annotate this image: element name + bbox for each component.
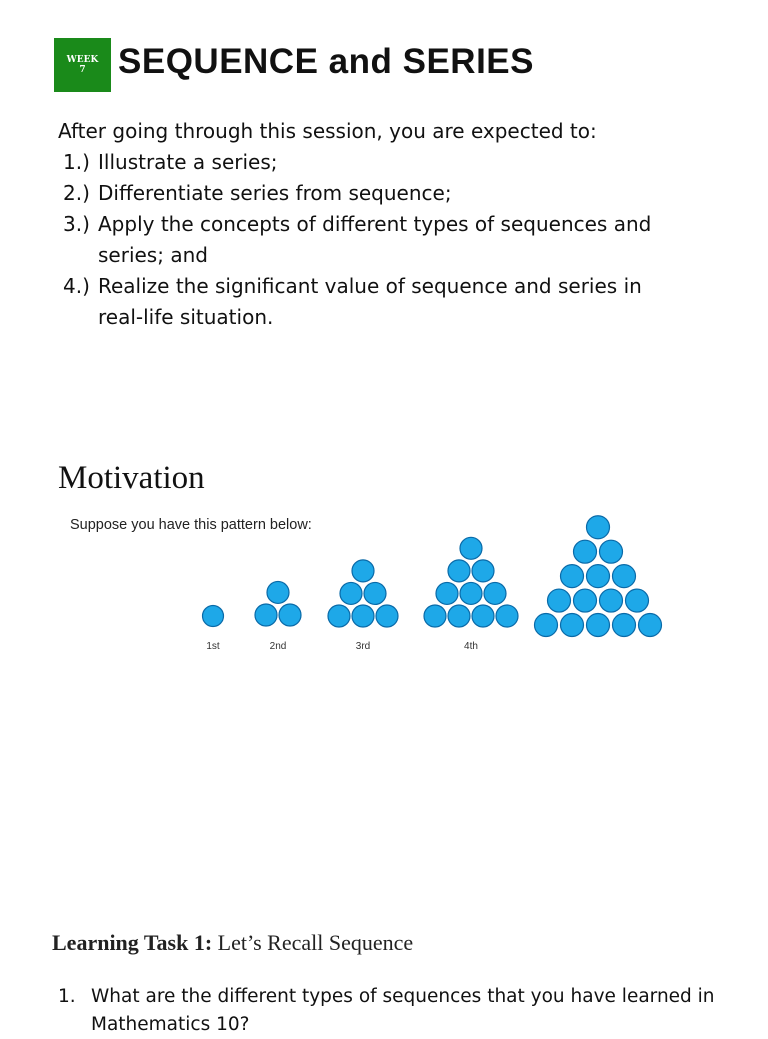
pattern-dot xyxy=(255,604,277,626)
pattern-3rd-figure xyxy=(328,560,398,652)
pattern-dot xyxy=(352,560,374,582)
pattern-dot xyxy=(448,605,470,627)
objective-text: Differentiate series from sequence; xyxy=(98,181,452,205)
pattern-dot xyxy=(352,605,374,627)
pattern-dot xyxy=(460,537,482,559)
pattern-2nd-figure xyxy=(255,581,301,652)
pattern-label: 1st xyxy=(206,641,220,652)
pattern-dot xyxy=(613,565,636,588)
pattern-label: 4th xyxy=(464,641,478,652)
pattern-dot xyxy=(587,565,610,588)
learning-task-title: Let’s Recall Sequence xyxy=(217,930,414,955)
learning-task-heading xyxy=(52,930,413,956)
pattern-dot xyxy=(472,605,494,627)
pattern-dot xyxy=(587,516,610,539)
objective-text-continued: real-life situation. xyxy=(98,305,274,329)
pattern-dot xyxy=(548,589,571,612)
learning-task-label: Learning Task 1: xyxy=(52,930,213,955)
pattern-dot xyxy=(561,614,584,637)
pattern-dot xyxy=(574,540,597,563)
question-text-continued: Mathematics 10? xyxy=(91,1014,250,1035)
objective-number: 4.) xyxy=(63,274,90,298)
motivation-heading: Motivation xyxy=(58,460,205,496)
pattern-dot xyxy=(203,606,224,627)
pattern-dot xyxy=(267,581,289,603)
objective-number: 3.) xyxy=(63,212,90,236)
week-badge-label: WEEK xyxy=(66,55,99,65)
pattern-label: 2nd xyxy=(269,641,287,652)
page-title: SEQUENCE and SERIES xyxy=(118,42,534,81)
pattern-dot xyxy=(561,565,584,588)
week-badge-number: 7 xyxy=(79,65,86,75)
objective-text: Realize the significant value of sequence and series in xyxy=(98,274,642,298)
pattern-dot xyxy=(436,582,458,604)
pattern-dot xyxy=(279,604,301,626)
pattern-dot xyxy=(364,582,386,604)
question-item xyxy=(58,983,758,1039)
question-number: 1. xyxy=(58,986,76,1007)
question-text: What are the different types of sequences that you have learned in xyxy=(91,986,715,1007)
pattern-dot xyxy=(340,582,362,604)
objective-text: Illustrate a series; xyxy=(98,150,278,174)
pattern-label: 3rd xyxy=(355,641,371,652)
pattern-dot xyxy=(424,605,446,627)
pattern-dot xyxy=(639,614,662,637)
objectives-lead: After going through this session, you are expected to: xyxy=(58,119,597,143)
objective-text-continued: series; and xyxy=(98,243,208,267)
pattern-dot xyxy=(600,589,623,612)
pattern-dot xyxy=(574,589,597,612)
pattern-dot xyxy=(448,560,470,582)
objective-number: 1.) xyxy=(63,150,90,174)
pattern-dot xyxy=(496,605,518,627)
pattern-4th-figure xyxy=(424,537,518,652)
pattern-dot xyxy=(484,582,506,604)
pattern-dot xyxy=(587,614,610,637)
pattern-dot xyxy=(460,582,482,604)
pattern-next-figure xyxy=(535,516,662,637)
objective-number: 2.) xyxy=(63,181,90,205)
pattern-dot xyxy=(328,605,350,627)
pattern-1st-figure xyxy=(203,606,224,653)
objective-text: Apply the concepts of different types of sequences and xyxy=(98,212,652,236)
pattern-dot xyxy=(626,589,649,612)
pattern-dot xyxy=(376,605,398,627)
pattern-dot xyxy=(535,614,558,637)
pattern-caption: Suppose you have this pattern below: xyxy=(70,517,312,533)
pattern-dot xyxy=(600,540,623,563)
pattern-dot xyxy=(472,560,494,582)
pattern-dot xyxy=(613,614,636,637)
